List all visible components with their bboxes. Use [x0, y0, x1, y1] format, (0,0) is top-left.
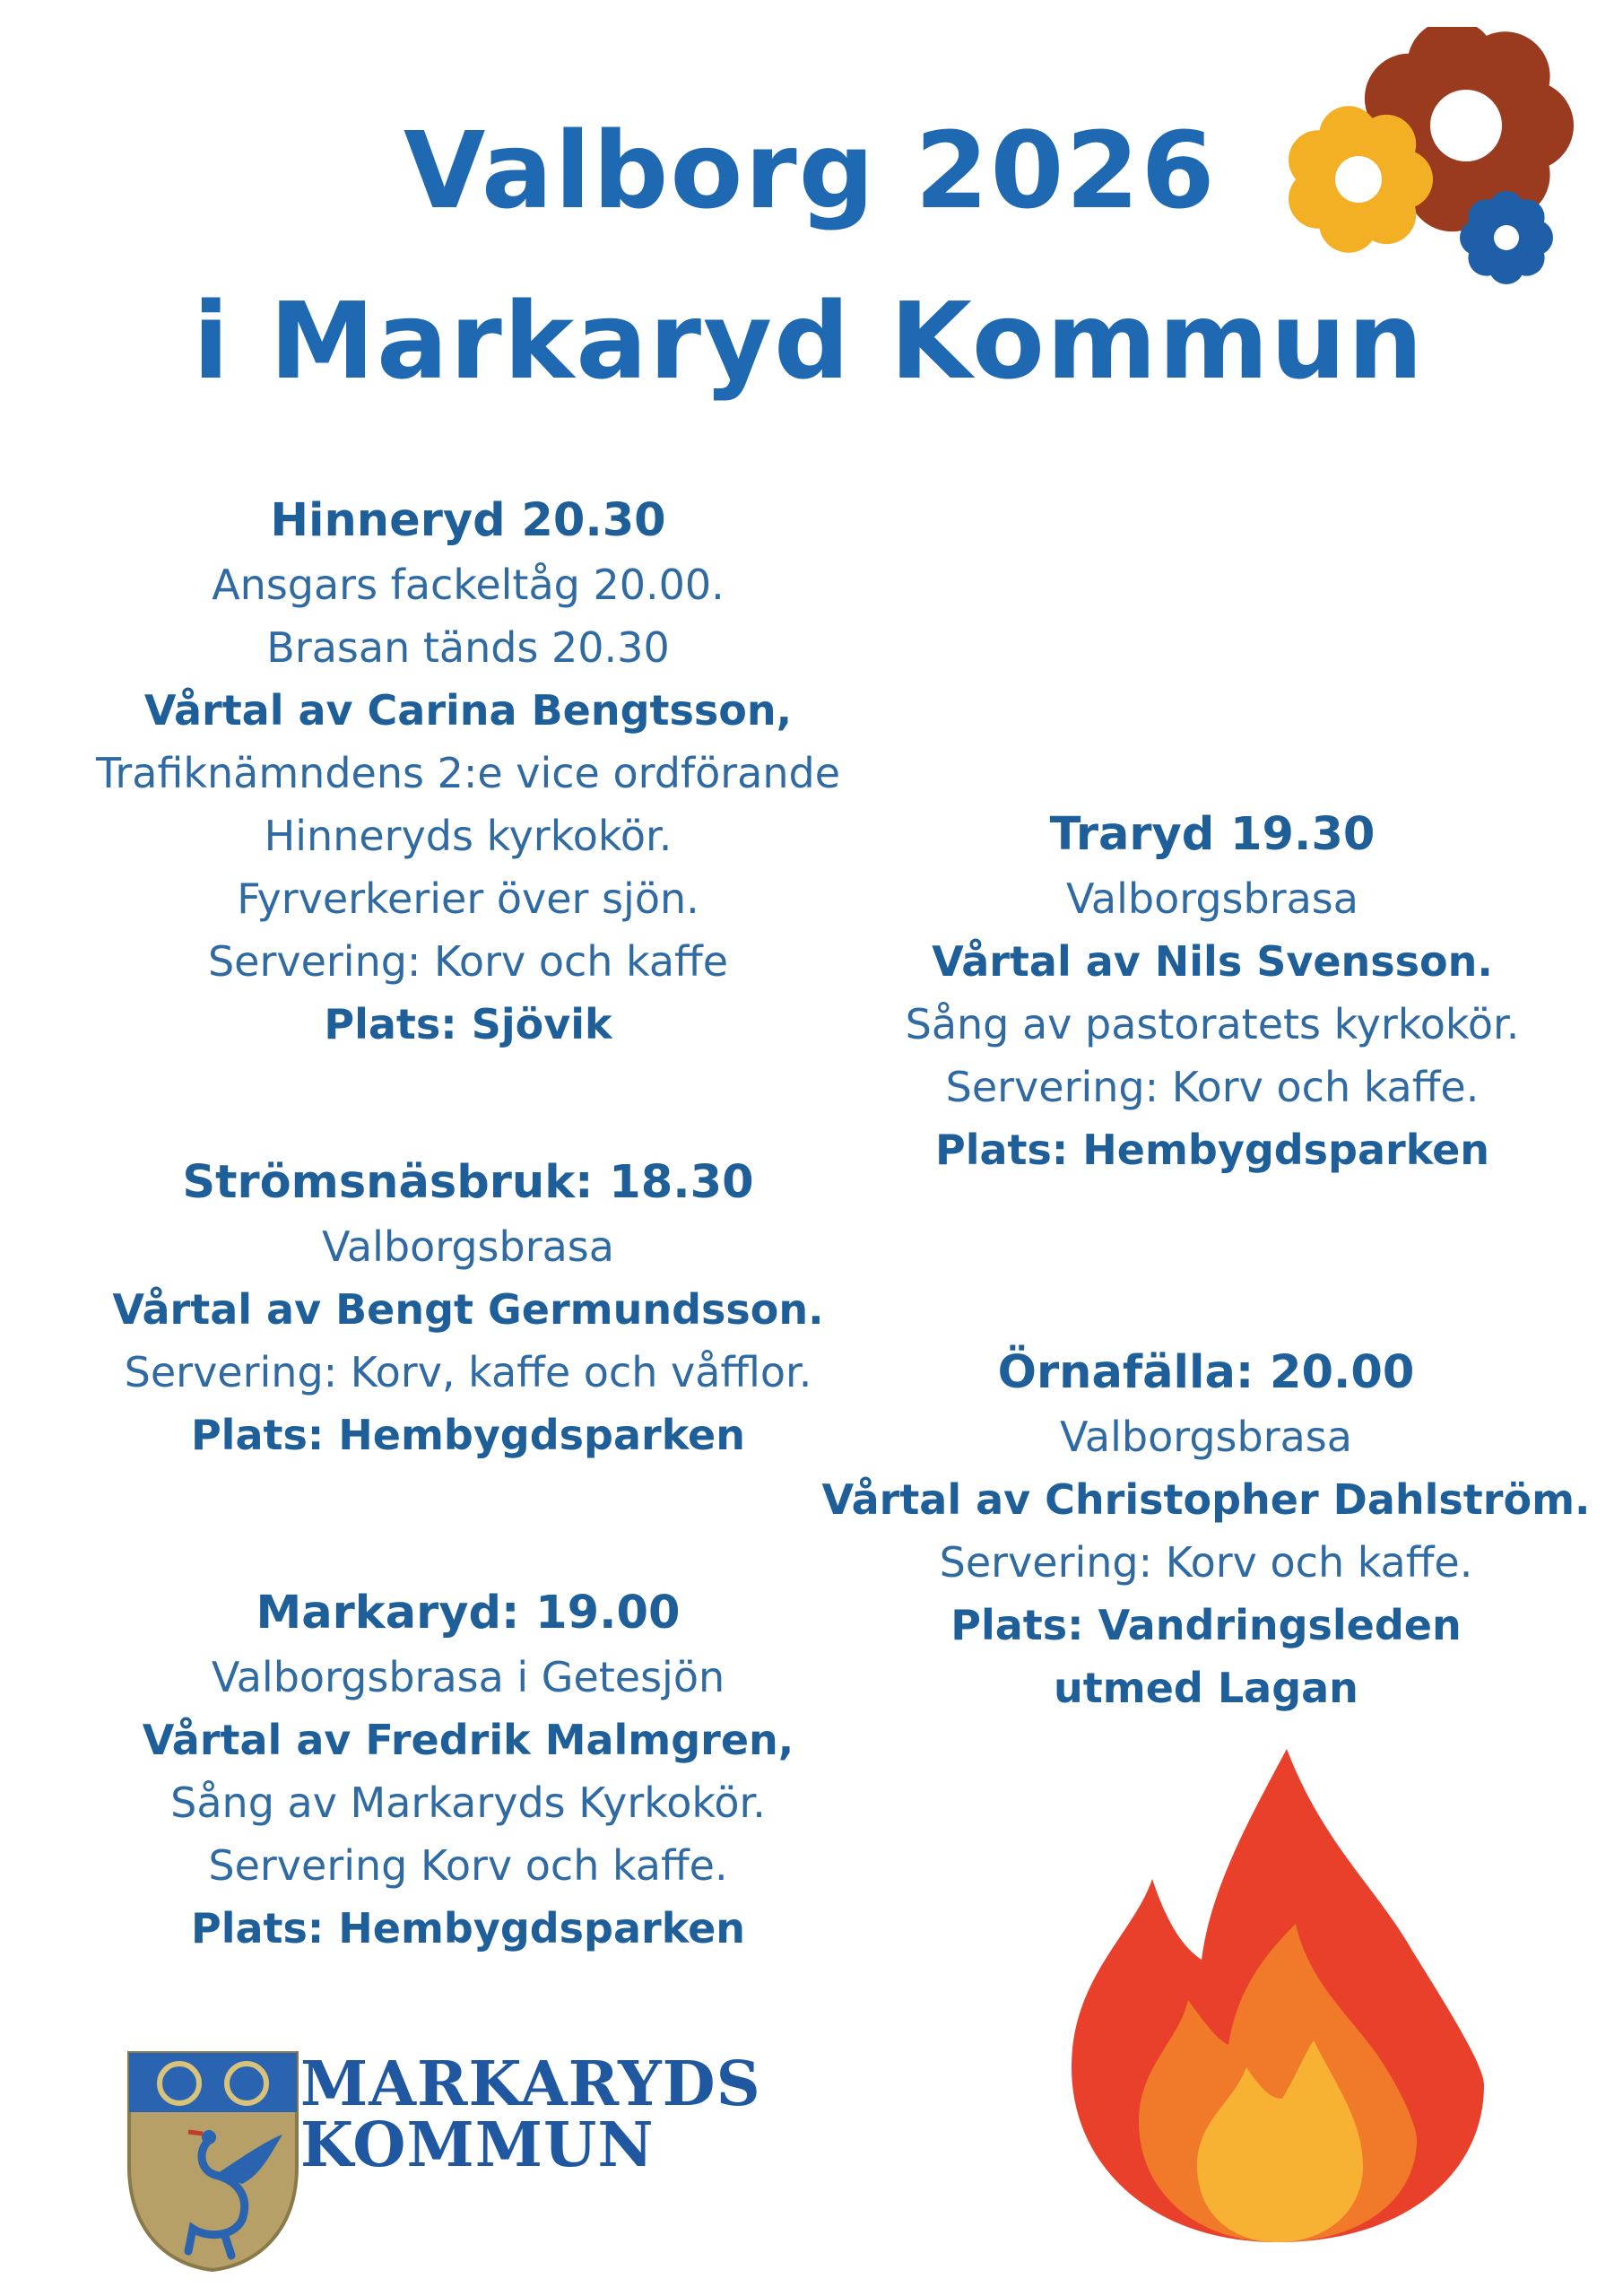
event-line: Vårtal av Carina Bengtsson, — [143, 686, 793, 735]
event-line: Plats: Hembygdsparken — [190, 1411, 746, 1459]
event-heading: Örnafälla: 20.00 — [997, 1346, 1415, 1399]
event-line: Sång av Markaryds Kyrkokör. — [170, 1779, 766, 1827]
page-title-line-1: Valborg 2026 — [404, 109, 1217, 232]
event-line: Vårtal av Fredrik Malmgren, — [142, 1716, 794, 1764]
event-line: Plats: Sjövik — [324, 1000, 612, 1048]
event-line: Plats: Hembygdsparken — [934, 1126, 1490, 1174]
logo-line-1: MARKARYDS — [300, 2048, 761, 2120]
flowers-icon — [1255, 27, 1614, 296]
event-heading: Strömsnäsbruk: 18.30 — [182, 1156, 754, 1209]
event-heading: Markaryd: 19.00 — [256, 1587, 681, 1639]
logo-line-2: KOMMUN — [300, 2109, 655, 2181]
event-line: Servering: Korv och kaffe. — [945, 1063, 1480, 1111]
event-stromsnasbruk — [112, 1151, 823, 1466]
event-line: Vårtal av Christopher Dahlström. — [821, 1475, 1591, 1524]
event-line: Servering: Korv, kaffe och våfflor. — [124, 1348, 812, 1396]
event-line: Valborgsbrasa i Getesjön — [211, 1653, 725, 1701]
event-heading: Hinneryd 20.30 — [270, 494, 666, 547]
event-markaryd — [143, 1581, 794, 1960]
event-line: Trafiknämndens 2:e vice ordförande — [95, 749, 841, 797]
event-line: Vårtal av Nils Svensson. — [932, 937, 1493, 986]
event-line: Servering: Korv och kaffe — [207, 937, 729, 986]
event-traryd — [906, 803, 1520, 1181]
logo-wordmark — [300, 2048, 761, 2181]
event-hinneryd — [96, 489, 840, 1056]
event-line: Valborgsbrasa — [1060, 1413, 1352, 1461]
event-line: Vårtal av Bengt Germundsson. — [112, 1285, 824, 1334]
coat-of-arms-icon — [126, 2049, 300, 2274]
event-ornafalla — [822, 1341, 1591, 1719]
event-line: Fyrverkerier över sjön. — [237, 874, 699, 923]
event-heading: Traryd 19.30 — [1049, 808, 1376, 861]
flame-icon — [1054, 1744, 1502, 2247]
event-line: Servering: Korv och kaffe. — [939, 1538, 1473, 1587]
event-line: utmed Lagan — [1054, 1664, 1358, 1712]
event-line: Valborgsbrasa — [1066, 874, 1358, 923]
event-line: Servering Korv och kaffe. — [208, 1841, 728, 1890]
page-title-line-2: i Markaryd Kommun — [193, 279, 1425, 403]
event-line: Valborgsbrasa — [322, 1222, 614, 1271]
event-line: Brasan tänds 20.30 — [266, 623, 670, 672]
event-line: Ansgars fackeltåg 20.00. — [212, 561, 725, 609]
event-line: Plats: Vandringsleden — [950, 1601, 1462, 1649]
event-line: Sång av pastoratets kyrkokör. — [905, 1000, 1520, 1048]
event-line: Plats: Hembygdsparken — [190, 1904, 746, 1952]
event-line: Hinneryds kyrkokör. — [264, 812, 673, 860]
